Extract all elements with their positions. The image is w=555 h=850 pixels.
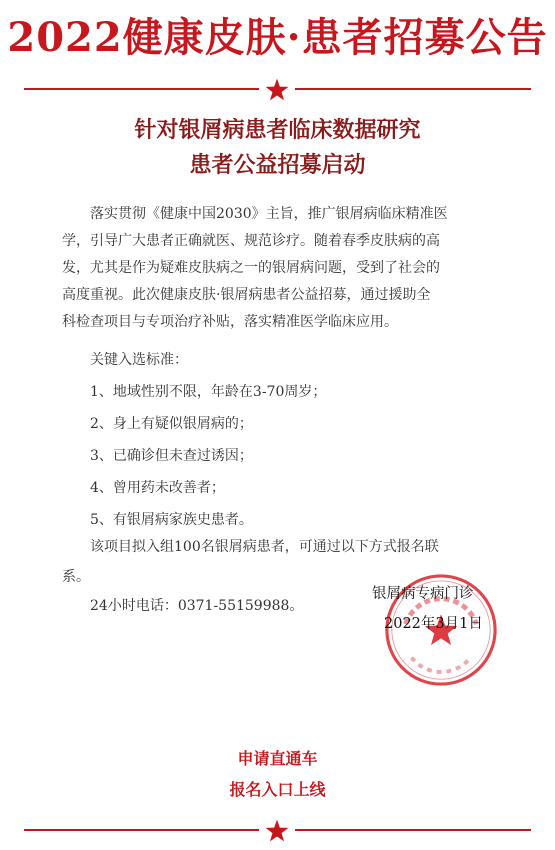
subtitle-line-2: 患者公益招募启动 [189, 152, 366, 178]
criteria-section [62, 347, 508, 534]
signature-department: 银屑病专病门诊 [372, 586, 474, 602]
intro-line: 发，尤其是作为疑难皮肤病之一的银屑病问题，受到了社会的 [62, 260, 440, 276]
apply-link[interactable]: 申请直通车 [237, 749, 318, 768]
criteria-item: 2、身上有疑似银屑病的； [90, 416, 253, 432]
hotline-text: 24小时电话：0371-55159988。 [90, 598, 304, 614]
criteria-item: 4、曾用药未改善者； [90, 480, 225, 496]
intro-line: 学，引导广大患者正确就医、规范诊疗。随着春季皮肤病的高 [62, 233, 440, 249]
enroll-line: 该项目拟入组100名银屑病患者，可通过以下方式报名联 [90, 539, 439, 555]
announcement-title: 2022健康皮肤·患者招募公告 [7, 14, 548, 61]
intro-line: 高度重视。此次健康皮肤·银屑病患者公益招募，通过援助全 [62, 287, 431, 303]
criteria-item: 1、地域性别不限，年龄在3-70周岁； [90, 384, 327, 400]
star-icon [259, 75, 295, 105]
enroll-line: 系。 [62, 569, 90, 585]
criteria-heading: 关键入选标准： [90, 352, 188, 368]
register-link[interactable]: 报名入口上线 [229, 780, 326, 799]
criteria-item: 5、有银屑病家族史患者。 [90, 512, 253, 528]
star-icon [259, 816, 295, 846]
subtitle-line-1: 针对银屑病患者临床数据研究 [134, 117, 421, 143]
signature-date: 2022年3月1日 [384, 616, 483, 632]
intro-paragraph [62, 201, 508, 336]
intro-line: 落实贯彻《健康中国2030》主旨，推广银屑病临床精准医 [90, 206, 448, 222]
criteria-item: 3、已确诊但未查过诱因； [90, 448, 253, 464]
intro-line: 科检查项目与专项治疗补贴，落实精准医学临床应用。 [62, 314, 398, 330]
